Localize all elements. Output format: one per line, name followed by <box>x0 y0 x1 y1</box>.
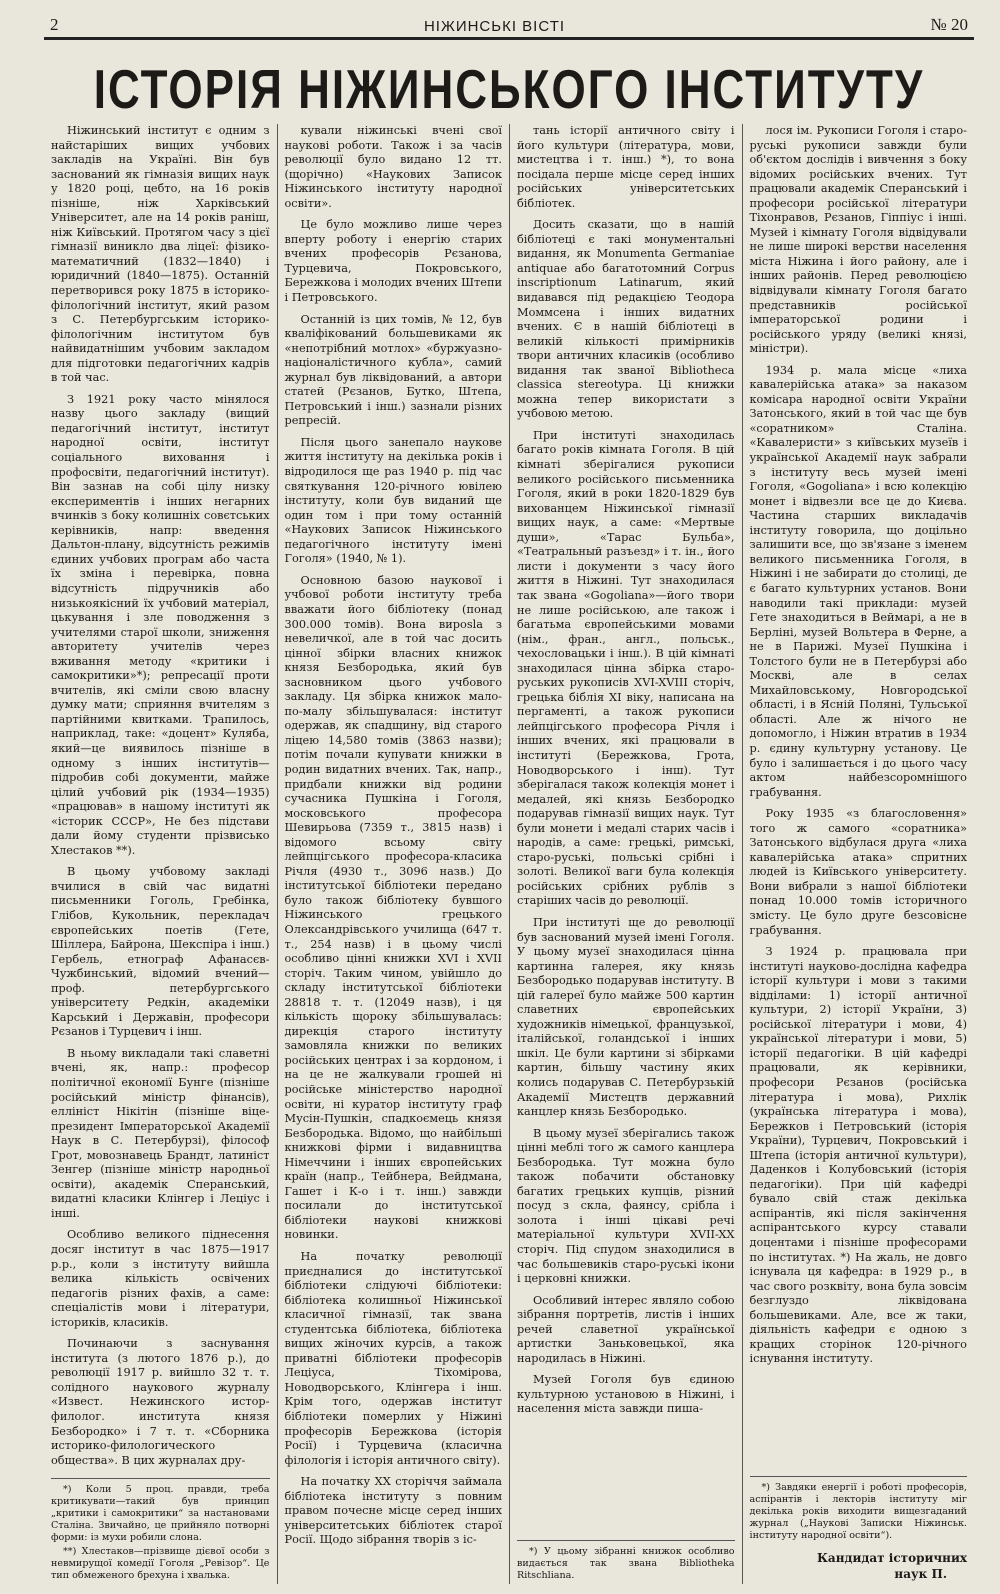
footnote: *) Коли 5 проц. правди, треба критикувати—такий був принцип „критики і самокритики“ за настановами Сталіна. Звичайно, це прийняло потворні форми: із мухи робили слона. <box>51 1484 270 1543</box>
paragraph: Особливий інтерес являло собою зібрання портретів, листів і інших речей славетної української артистки Заньковецької, яка народилась в Ніжині. <box>517 1293 735 1365</box>
paragraph: Року 1935 «з благословення» того ж самого «соратника» Затонського відбулася друга «лиха кавалерійська атака» спритних людей із Київського університету. Вони вибрали з нашої бібліотеки понад 10.000 томів історичного змісту. Це було друге безсовісне грабування. <box>749 807 967 937</box>
paragraph: При інституті знаходилась багато років кімната Гоголя. В цій кімнаті зберігалися рукописи великого російського письменника Гоголя, який в роки 1820-1829 був вихованцем Ніжинської гімназії вищих наук, а саме: «Мертвые души», «Тарас Бульба», «Театральный разъезд» і т. ін., його листи і документи з часу його життя в Ніжині. Тут знаходилася так звана «Gogoliana»—його твори не лише російською, але також і багатьма європейськими мовами (нім., фран., англ., польськ., чехословацьки і інш.). В цій кімнаті знаходилася цінна збірка старо-руських рукописів XVI-XVIII сторіч, грецька біблія XI віку, написана на пергаменті, а також рукописи лейпцігського професора Річля і інших вчених, які працювали в інституті (Бережкова, Грота, Новодворського і інш). Тут зберігалася також колекція монет і медалей, які князь Безбородко подарував гімназії вищих наук. Тут були монети і медалі старих часів і народів, а саме: грецькі, римські, старо-руські, польські срібні і золоті. Великої ваги була колекція російських срібних рублів з старіших часів до революції. <box>517 428 735 908</box>
footnotes-column-1 <box>51 1478 270 1584</box>
article-body <box>44 124 974 1584</box>
paragraph: Останній із цих томів, № 12, був кваліфікований большевиками як «непотрібний мотлох» «буржуазно-націоналістичного кубла», самий журнал був ліквідований, а автори статей (Рєзанов, Бутко, Штепа, Петровський і інш.) зазнали різних репресій. <box>284 312 502 428</box>
paragraph: В цьому учбовому закладі вчилися в свій час видатні письменники Гоголь, Гребінка, Глібов, Кукольник, перекладач європейських поетів (Гете, Шіллера, Байрона, Шекспіра і інш.) Гербель, етнограф Афанасєв-Чужбинський, відомий вчений—проф. петербургського університету Редкін, академіки Карський і Державін, професори Рєзанов і Турцевич і інш. <box>51 865 270 1039</box>
paragraph: На початку XX сторіччя займала бібліотека інституту з повним правом почесне місце серед інших університетських бібліотек старої Росії. Щодо зібрання творів з іс- <box>284 1475 502 1547</box>
paragraph: Це було можливо лише через вперту роботу і енергію старих вчених професорів Рєзанова, Турцевича, Покровського, Бережкова і молодих вчених Штепи і Петровського. <box>284 218 502 305</box>
paragraph: Після цього занепало наукове життя інституту на декілька років і відродилося ще раз 1940 р. під час святкування 120-річного ювілею інституту, коли був виданий ще один том і при тому останній «Наукових Записок Ніжинського педагогічного інституту імені Гоголя» (1940, № 1). <box>284 435 502 566</box>
footnotes-column-3 <box>517 1540 735 1584</box>
page-number: 2 <box>50 15 59 34</box>
paragraph: Ніжинський інститут є одним з найстаріших вищих учбових закладів на Україні. Він був заснований як гімназія вищих наук у 1820 році, цебто, на 16 років пізніше, ніж Харківський Університет, але на 14 років раніш, ніж Київський. Протягом часу з цієї гімназії виникло два ліцеї: фізико-математичний (1832—1840) і юридичний (1840—1875). Останній перетворився року 1875 в історико-філологічний інститут, який разом з С. Петербургським історико-філологічним інститутом був найвидатнішим учбовим закладом для підготовки педагогічних кадрів в той час. <box>51 124 270 385</box>
column-4 <box>742 124 975 1584</box>
footnotes-column-4 <box>750 1476 968 1584</box>
footnote: **) Хлестаков—прізвище дієвої особи з невмирущої комедії Гоголя „Ревізор“. Це тип обмеженого брехуна і хвалька. <box>51 1546 270 1581</box>
paragraph: кували ніжинські вчені свої наукові роботи. Також і за часів революції було видано 12 тт. (щорічно) «Наукових Записок Ніжинського інституту народної освіти». <box>284 124 502 210</box>
paragraph: Особливо великого піднесення досяг інститут в час 1875—1917 р.р., коли з інституту вийшла велика кількість освічених педагогів різних фахів, а саме: спеціалістів мови і літератури, істориків, класиків. <box>51 1228 270 1329</box>
paragraph: лося ім. Рукописи Гоголя і старо-руські рукописи завжди були об'єктом дослідів і вивчення з боку відомих російських вчених. Тут працювали академік Сперанський і професори російської літератури Тіхонравов, Рєзанов, Гіппіус і інші. Музей і кімнату Гоголя відвідували не лише широкі верстви населення міста Ніжина і його району, але і інших районів. Перед революцією відвідували кімнату Гоголя багато представників російської імператорської родини і російського уряду (великі князі, міністри). <box>749 124 967 356</box>
footnote: *) Завдяки енергії і роботі професорів, аспірантів і лекторів інституту міг декілька років виходити вищезгаданий журнал („Наукові Записки Ніжинськ. інституту народної освіти“). <box>749 1482 967 1541</box>
issue-number: № 20 <box>930 15 968 34</box>
paragraph: На початку революції приєдналися до інститутської бібліотеки слідуючі бібліотеки: бібліотека колишньої Ніжинської класичної гімназії, так звана студентська бібліотека, бібліотека вищих жіночих курсів, а також приватні бібліотеки професорів Леціуса, Тіхомірова, Новодворського, Клінгера і інш. Крім того, одержав інститут бібліотеки померлих у Ніжині професорів Бережкова (історія Росії) і Турцевича (класична філологія і історія античного світу). <box>284 1250 502 1467</box>
signature-line-1: Кандидат історичних <box>817 1551 967 1565</box>
paragraph: В цьому музеї зберігались також цінні меблі того ж самого канцлера Безбородька. Тут можна було також побачити обстановку багатих грецьких купців, різний посуд з скла, фаянсу, срібла і золота і інші цікаві речі матеріальної культури XVII-XX сторіч. Під спудом знаходилися в час большевиків старо-руські ікони і церковні книжки. <box>517 1126 735 1286</box>
paragraph: 1934 р. мала місце «лиха кавалерійська атака» за наказом комісара народної освіти України Затонського, який в той час ще був «соратником» Сталіна. «Кавалеристи» з київських музеїв і української Академії наук забрали з інституту весь музей імені Гоголя, «Gogoliana» і всю колекцію монет і відвезли все це до Києва. Частина старших викладачів інституту говорила, що доцільно залишити все, що зв'язане з іменем великого письменника Гоголя, в Ніжині і не забирати до столиці, де є багато культурних установ. Вони наводили такі приклади: музей Гете знаходиться в Веймарі, а не в Берліні, музей Вольтера в Ферне, а не в Парижі. Музеї Пушкіна і Толстого були не в Петербурзі або Москві, але в селах Михайловському, Новгородської області, і в Ясній Поляні, Тульської області. Але ж нічого не допомогло, і Ніжин втратив в 1934 р. єдину культурну установу. Це було і залишається і до цього часу актом найбезсоромнішого грабування. <box>749 363 967 799</box>
page-header <box>44 14 974 40</box>
paragraph: Досить сказати, що в нашій бібліотеці є такі монументальні видання, як Monumenta Germaniae antiquae або багатотомний Corpus inscriptionum Latinarum, який видавався під редакцією Теодора Моммсена і інших видатних вчених. Є в нашій бібліотеці в великій кількості примірників твори античних класиків (особливо видання так званої Bibliotheca classica stereotypa. Ці книжки можна тепер використати з учбовою метою. <box>517 218 735 421</box>
newspaper-name: НІЖИНСЬКІ ВІСТІ <box>423 18 566 35</box>
paragraph: Основною базою наукової і учбової роботи інституту треба вважати його бібліотеку (понад 300.000 томів). Вона вирosla з невеличкої, але в той час досить цінної збірки власних книжок князя Безбородька, який був засновником цього учбового закладу. Ця збірка книжок мало-по-малу збільшувалася: інститут одержав, як спадщину, від старого ліцею 14,580 томів (3863 назви); потім почали купувати книжки в родин видатних вчених. Так, напр., придбали книжки від родини сучасника Пушкіна і Гоголя, московського професора Шевирьова (7359 т., 3815 назв) і відомого всьому світу лейпцігського професора-класика Річля (4930 т., 3096 назв.) До інститутської бібліотеки передано було також бібліотеку бувшого Ніжинського грецького Олександрівського училища (647 т. т., 254 назв) і в цьому числі особливо цінні книжки XVI і XVII сторіч. Таким чином, увійшло до складу інститутської бібліотеки 28818 т. т. (12049 назв), і ця кількість щороку збільшувалась: дирекція старого інституту замовляла книжки по великих російських центрах і за кордоном, і на це не жалкували грошей ні російське міністерство народної освіти, ні куратор інституту граф Мусін-Пушкін, спадкоємець князя Безбородька. Відомо, що найбільші книжкові фірми і видавництва Німеччини і інших європейських країн (напр., Тейбнера, Вейдмана, Гашет і К-о і т. інш.) завжди посилали до інститутської бібліотеки наукові книжкові новинки. <box>284 573 502 1242</box>
paragraph: З 1921 року часто мінялося назву цього закладу (вищий педагогічний інститут, інститут народної освіти, інститут соціального виховання і профосвіти, педагогічний інститут). Він зазнав на собі цілу низку експериментів і інших негарних вчинків з боку колишніх совєтських керівників, напр: введення Дальтон-плану, відсутність режимів єдиних учбових програм або часта їх зміна і перевірка, повна відсутність підручників або низькоякісний їх учбовий матеріал, цькування і зле поводження з учителями старої школи, зниження авторитету учителів через вживання методу «критики і самокритики»*); репресації проти вчителів, які сміли свою власну думку мати; сприяння вчителям з партійними квитками. Трапилось, наприклад, таке: «доцент» Куляба, який—це виявилось пізніше в одному з інших інститутів—підробив собі документи, майже цілий учбовий рік (1934—1935) «працював» в нашому інституті як «історик СССР», Не без підстави дали йому студенти прізвисько Хлестаков **). <box>51 392 270 857</box>
paragraph: Починаючи з заснування інститута (з лютого 1876 р.), до революції 1917 р. вийшло 32 т. т. солідного наукового журналу «Извест. Нежинского истор-филолог. института князя Безбородко» і 7 т. т. «Сборника историко-филологического общества». В цих журналах дру- <box>51 1337 270 1467</box>
paragraph: З 1924 р. працювала при інституті науково-дослідна кафедра історії культури і мови з такими відділами: 1) історії античної культури, 2) історії України, 3) російської літератури і мови, 4) української літератури і мови, 5) історії педагогіки. В цій кафедрі працювали, як керівники, професори Рєзанов (російська література і мова), Рихлік (українська література і мова), Бережков і Петровський (історія України), Турцевич, Покровський і Штепа (історія античної культури), Даденков і Колубовський (історія педагогіки). При цій кафедрі бувало свій стаж декілька аспірантів, які після закінчення аспірантського курсу ставали доцентами і пізніше професорами по інститутах. *) На жаль, не довго існувала ця кафедра: в 1929 р., в час свого розквіту, вона була зовсім безглуздо ліквідована большевиками. Але, все ж таки, діяльність кафедри є одною з кращих сторінок 120-річного існування інституту. <box>749 945 967 1366</box>
article-title: ІСТОРІЯ НІЖИНСЬКОГО ІНСТИТУТУ <box>93 59 925 121</box>
paragraph: При інституті ще до революції був заснований музей імені Гоголя. У цьому музеї знаходилася цінна картинна галерея, яку князь Безбородько подарував інституту. В цій галереї було майже 500 картин славетних європейських художників німецької, французької, італійської, голандської і інших шкіл. Це були картини зі збірками картин, більшу частину яких колись подарував С. Петербурзькій Академії Мистецтв державний канцлер князь Безбородько. <box>517 915 735 1119</box>
column-3 <box>509 124 742 1584</box>
column-1 <box>44 124 277 1584</box>
column-2 <box>277 124 510 1584</box>
footnote: *) У цьому зібранні книжок особливо видається так звана Bibliotheka Ritschliana. <box>517 1546 735 1581</box>
author-signature <box>750 1550 968 1582</box>
signature-line-2: наук П. <box>894 1567 947 1581</box>
paragraph: Музей Гоголя був єдиною культурною установою в Ніжині, і населення міста завжди пиша- <box>517 1373 735 1416</box>
paragraph: тань історії античного світу і його культури (література, мови, мистецтва і т. інш.) *), то вона посідала перше місце серед інших російських університетських бібліотек. <box>517 124 735 210</box>
paragraph: В ньому викладали такі славетні вчені, як, напр.: професор політичної економії Бунге (пізніше російський міністр фінансів), еллініст Нікітін (пізніше віце-президент Імператорської Академії Наук в С. Петербурзі), філософ Грот, мовознавець Брандт, латиніст Зенгер (пізніше міністр народньої освіти), академік Сперанський, видатні класики Клінгер і Леціус і інші. <box>51 1046 270 1220</box>
